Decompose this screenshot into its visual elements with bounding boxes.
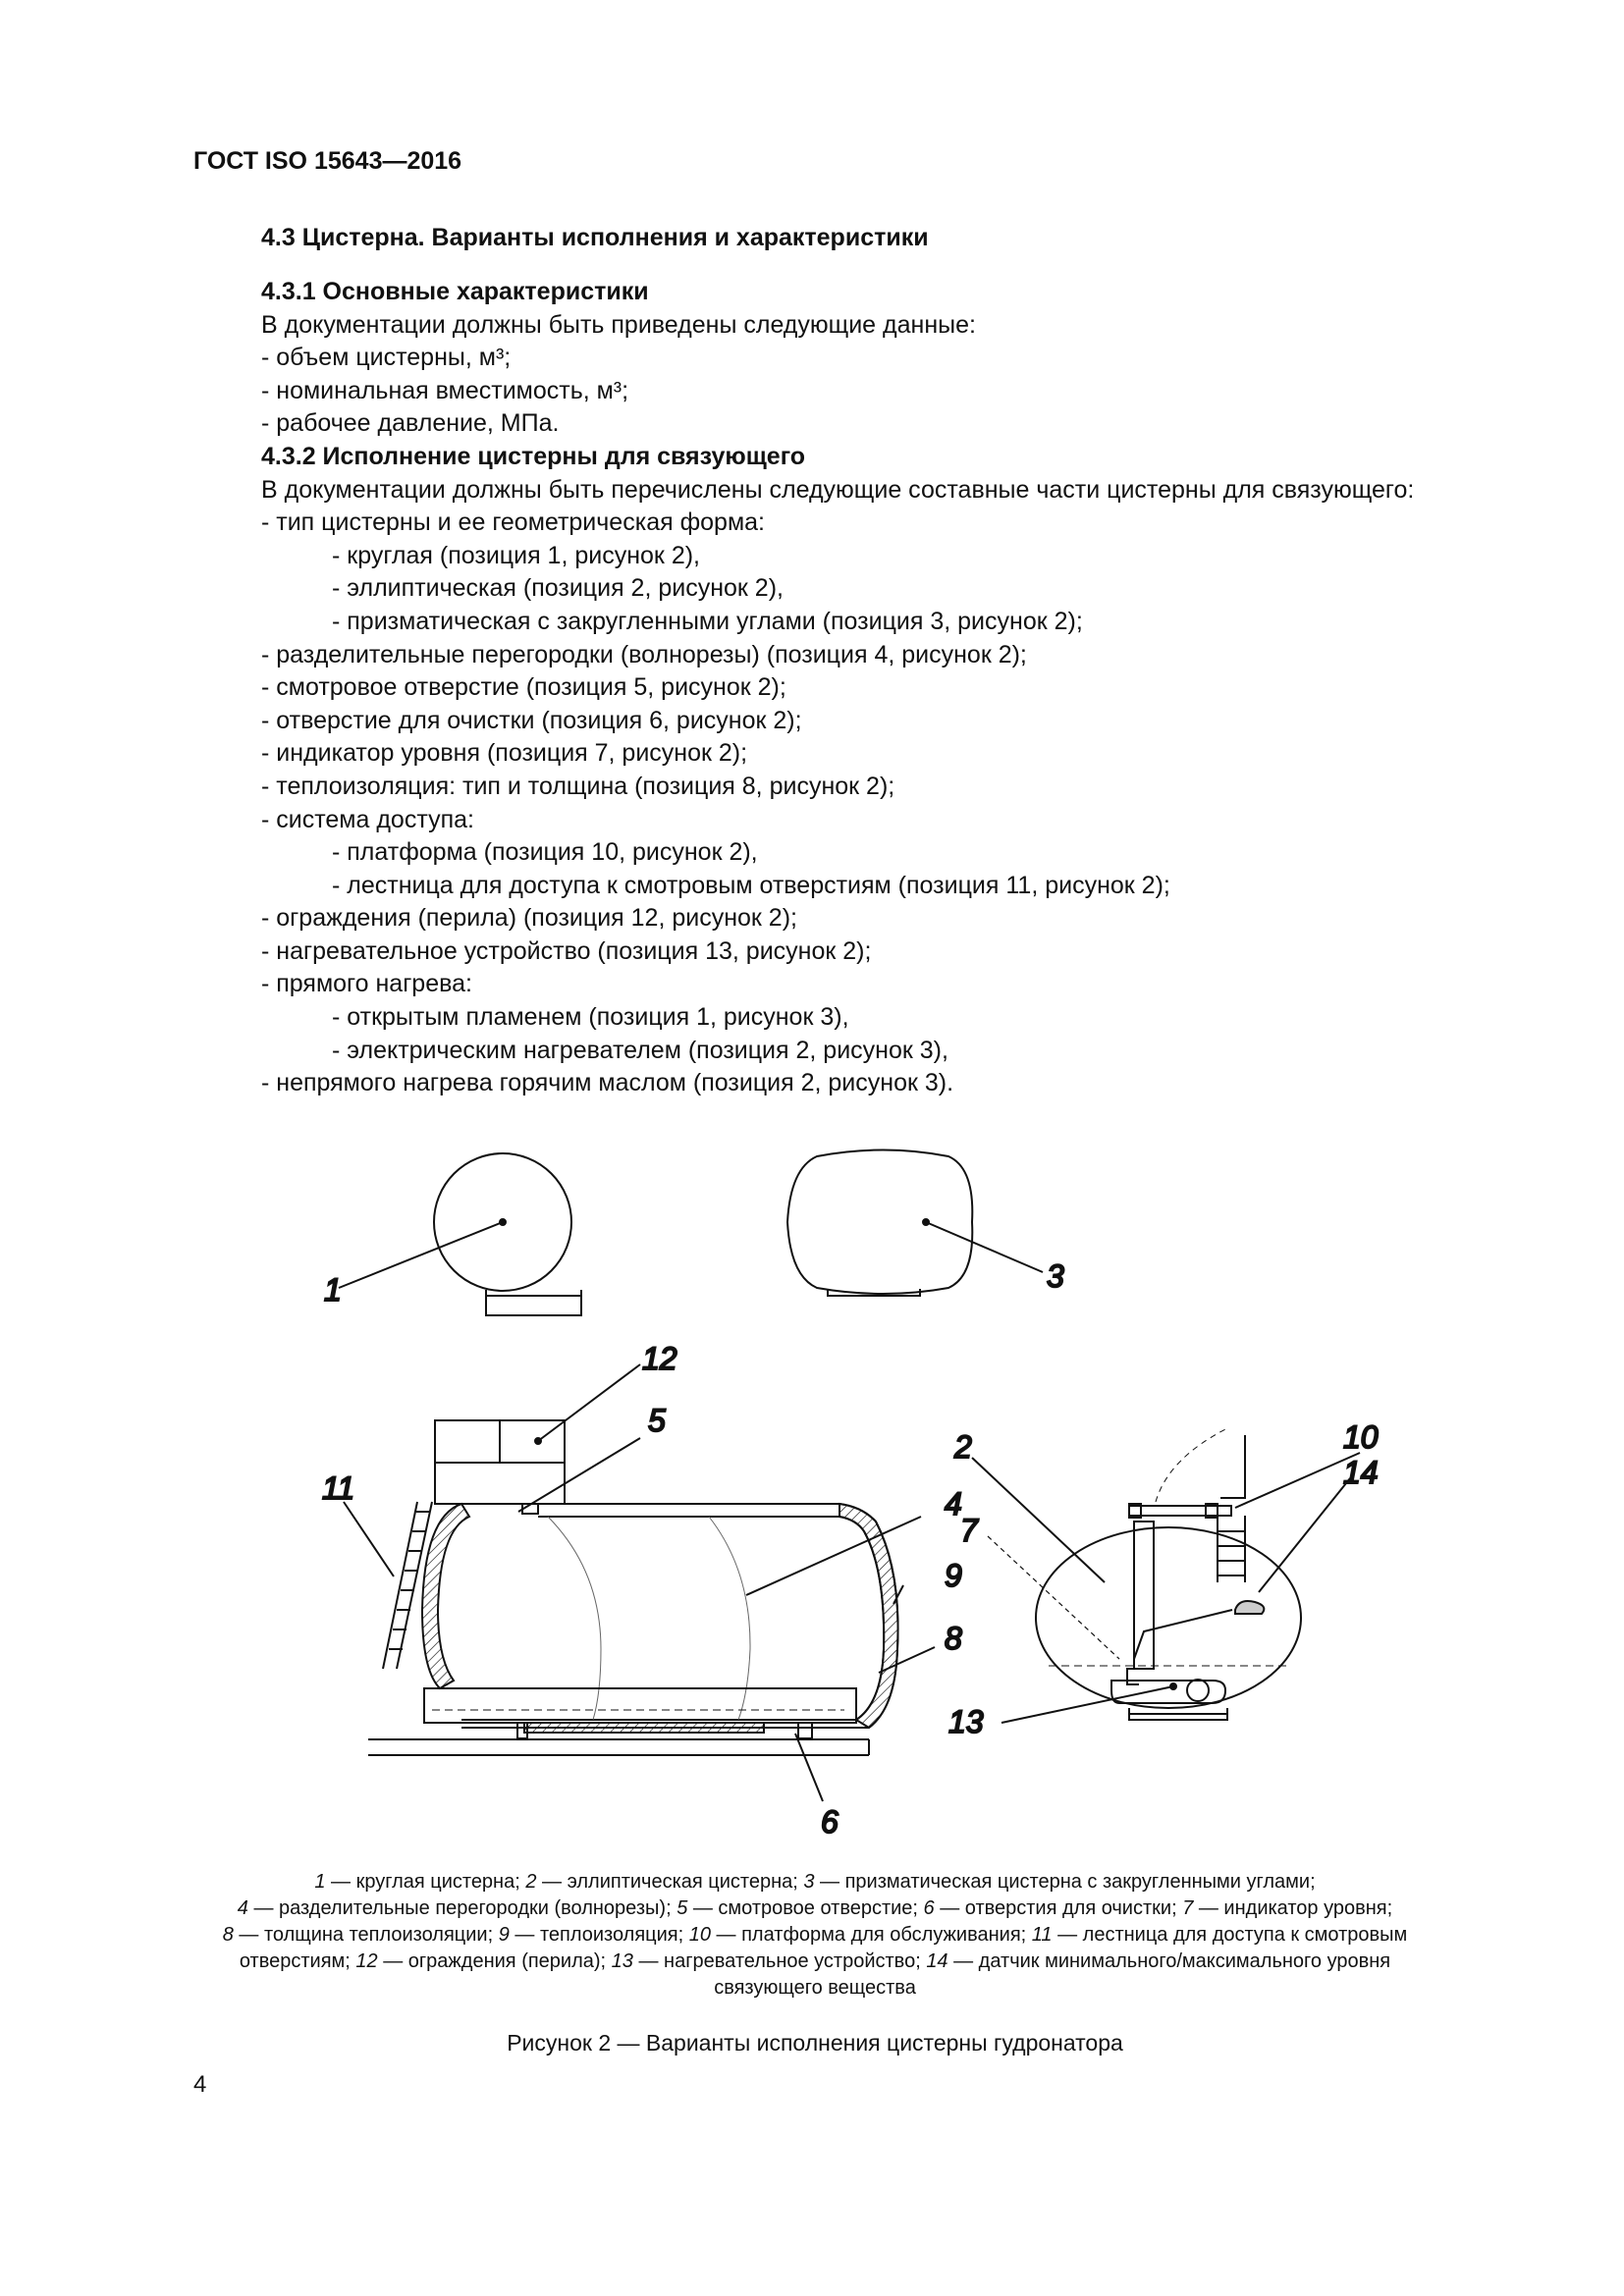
end-view-tank-drawing	[972, 1427, 1360, 1723]
label-1: 1	[324, 1272, 342, 1308]
paragraph: В документации должны быть перечислены следующие составные части цистерны для связующего:	[261, 475, 1415, 504]
document-header: ГОСТ ISO 15643—2016	[193, 147, 462, 175]
list-item: - теплоизоляция: тип и толщина (позиция 8, рисунок 2);	[261, 772, 895, 800]
list-item: - нагревательное устройство (позиция 13, рисунок 2);	[261, 936, 872, 965]
label-13: 13	[948, 1704, 984, 1739]
label-11: 11	[322, 1470, 355, 1506]
label-2: 2	[954, 1429, 972, 1465]
list-item: - разделительные перегородки (волнорезы) (позиция 4, рисунок 2);	[261, 640, 1027, 668]
legend-line: 4 — разделительные перегородки (волнорезы); 5 — смотровое отверстие; 6 — отверстия для очистки; 7 — индикатор уровня;	[237, 1897, 1393, 1919]
label-3: 3	[1047, 1258, 1064, 1294]
page-number: 4	[193, 2071, 207, 2098]
list-item: - номинальная вместимость, м³;	[261, 376, 629, 404]
list-item: - ограждения (перила) (позиция 12, рисунок 2);	[261, 904, 797, 933]
paragraph: В документации должны быть приведены следующие данные:	[261, 310, 976, 339]
legend-line: 8 — толщина теплоизоляции; 9 — теплоизоляция; 10 — платформа для обслуживания; 11 — лестница для доступа к смотровым	[222, 1924, 1408, 1946]
body-text	[261, 276, 1538, 1100]
list-item: - объем цистерны, м³;	[261, 344, 512, 372]
list-item: - смотровое отверстие (позиция 5, рисунок 2);	[261, 673, 786, 702]
list-subitem: - платформа (позиция 10, рисунок 2),	[332, 838, 758, 867]
list-subitem: - лестница для доступа к смотровым отверстиям (позиция 11, рисунок 2);	[332, 871, 1170, 899]
legend-line: связующего вещества	[714, 1977, 916, 1999]
figure-legend	[187, 1869, 1443, 2002]
tank-diagram	[295, 1119, 1424, 1845]
label-9: 9	[945, 1558, 962, 1593]
label-7: 7	[960, 1513, 978, 1548]
list-subitem: - эллиптическая (позиция 2, рисунок 2),	[332, 574, 784, 603]
label-5: 5	[648, 1403, 666, 1438]
round-tank-drawing	[339, 1153, 581, 1315]
list-item: - система доступа:	[261, 805, 474, 833]
legend-line: 1 — круглая цистерна; 2 — эллиптическая цистерна; 3 — призматическая цистерна с закругленными углами;	[314, 1871, 1316, 1893]
label-6: 6	[821, 1804, 839, 1840]
label-14: 14	[1343, 1455, 1379, 1490]
list-subitem: - электрическим нагревателем (позиция 2, рисунок 3),	[332, 1036, 948, 1064]
list-item: - тип цистерны и ее геометрическая форма:	[261, 508, 765, 537]
subsection-title: 4.3.1 Основные характеристики	[261, 278, 649, 305]
list-subitem: - круглая (позиция 1, рисунок 2),	[332, 541, 700, 569]
list-item: - рабочее давление, МПа.	[261, 409, 560, 438]
list-item: - непрямого нагрева горячим маслом (позиция 2, рисунок 3).	[261, 1069, 954, 1097]
list-item: - отверстие для очистки (позиция 6, рисунок 2);	[261, 706, 802, 734]
list-item: - индикатор уровня (позиция 7, рисунок 2);	[261, 739, 748, 768]
list-subitem: - призматическая с закругленными углами (позиция 3, рисунок 2);	[332, 607, 1083, 635]
figure-caption: Рисунок 2 — Варианты исполнения цистерны гудронатора	[507, 2030, 1123, 2056]
label-8: 8	[945, 1621, 962, 1656]
figure-tank-variants	[295, 1119, 1424, 1850]
prismatic-tank-drawing	[787, 1150, 1043, 1297]
legend-line: отверстиям; 12 — ограждения (перила); 13 — нагревательное устройство; 14 — датчик минимального/максимального уровня	[239, 1950, 1391, 1972]
list-item: - прямого нагрева:	[261, 970, 472, 998]
label-12: 12	[642, 1341, 677, 1376]
subsection-title: 4.3.2 Исполнение цистерны для связующего	[261, 442, 806, 470]
section-title: 4.3 Цистерна. Варианты исполнения и характеристики	[261, 224, 929, 251]
side-view-tank-drawing	[344, 1364, 935, 1801]
list-subitem: - открытым пламенем (позиция 1, рисунок 3),	[332, 1003, 849, 1032]
label-4: 4	[945, 1486, 962, 1522]
label-10: 10	[1343, 1419, 1379, 1455]
